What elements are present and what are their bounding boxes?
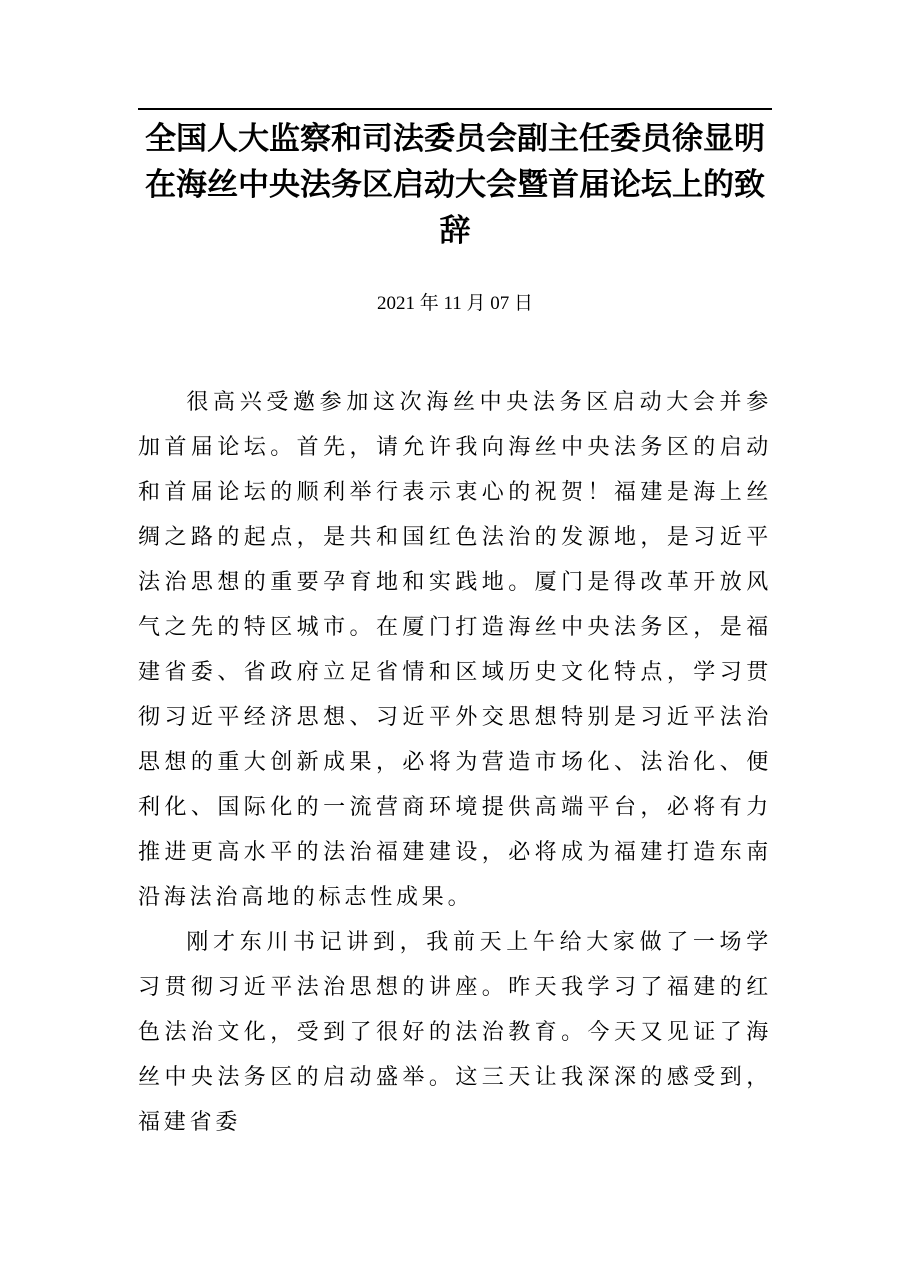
- paragraph: 很高兴受邀参加这次海丝中央法务区启动大会并参加首届论坛。首先，请允许我向海丝中央法务区的启动和首届论坛的顺利举行表示衷心的祝贺！福建是海上丝绸之路的起点，是共和国红色法治的发源地，是习近平法治思想的重要孕育地和实践地。厦门是得改革开放风气之先的特区城市。在厦门打造海丝中央法务区，是福建省委、省政府立足省情和区域历史文化特点，学习贯彻习近平经济思想、习近平外交思想特别是习近平法治思想的重大创新成果，必将为营造市场化、法治化、便利化、国际化的一流营商环境提供高端平台，必将有力推进更高水平的法治福建建设，必将成为福建打造东南沿海法治高地的标志性成果。: [138, 390, 772, 910]
- header-rule: [138, 108, 772, 110]
- document-date: 2021 年 11 月 07 日: [376, 293, 534, 314]
- document-body: [138, 380, 772, 1145]
- document-title: 全国人大监察和司法委员会副主任委员徐显明在海丝中央法务区启动大会暨首届论坛上的致辞: [145, 121, 765, 249]
- paragraph: 刚才东川书记讲到，我前天上午给大家做了一场学习贯彻习近平法治思想的讲座。昨天我学习了福建的红色法治文化，受到了很好的法治教育。今天又见证了海丝中央法务区的启动盛举。这三天让我深深的感受到，福建省委: [138, 930, 772, 1135]
